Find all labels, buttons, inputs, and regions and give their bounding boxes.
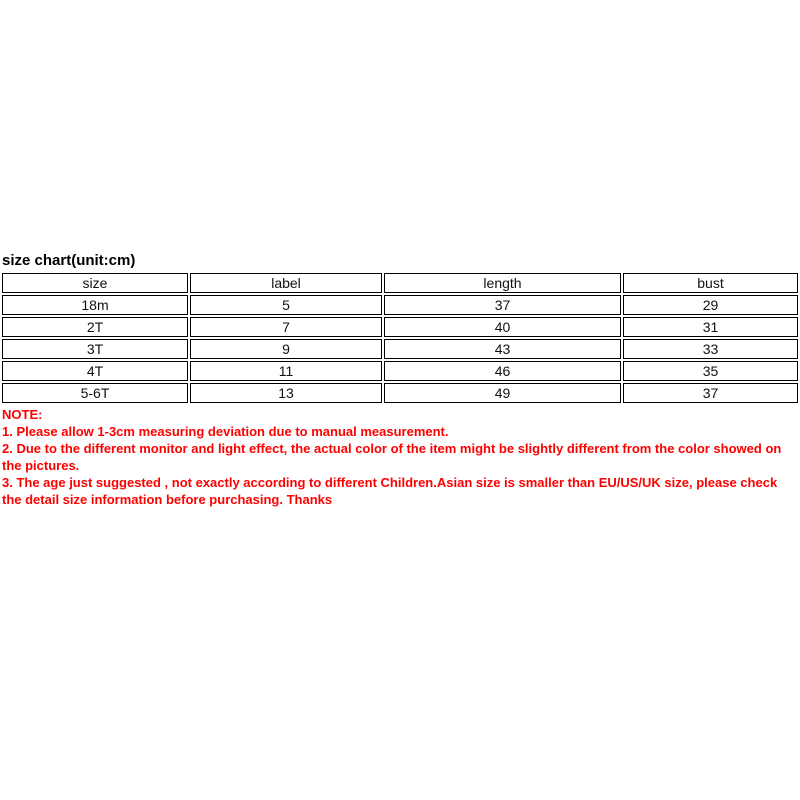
column-header-length: length <box>384 273 621 293</box>
table-row <box>2 295 798 315</box>
cell-label: 9 <box>190 339 382 359</box>
size-table <box>0 271 800 405</box>
cell-bust: 29 <box>623 295 798 315</box>
column-header-bust: bust <box>623 273 798 293</box>
column-header-size: size <box>2 273 188 293</box>
cell-length: 37 <box>384 295 621 315</box>
cell-label: 7 <box>190 317 382 337</box>
cell-size: 18m <box>2 295 188 315</box>
cell-label: 11 <box>190 361 382 381</box>
cell-label: 13 <box>190 383 382 403</box>
cell-size: 2T <box>2 317 188 337</box>
cell-label: 5 <box>190 295 382 315</box>
notes-section <box>0 406 800 508</box>
note-item: 1. Please allow 1-3cm measuring deviation due to manual measurement. <box>2 424 449 439</box>
cell-bust: 33 <box>623 339 798 359</box>
table-header-row <box>2 273 798 293</box>
cell-length: 43 <box>384 339 621 359</box>
notes-heading: NOTE: <box>2 407 43 422</box>
cell-bust: 37 <box>623 383 798 403</box>
size-chart-title: size chart(unit:cm) <box>2 252 136 269</box>
cell-size: 5-6T <box>2 383 188 403</box>
cell-size: 4T <box>2 361 188 381</box>
table-row <box>2 383 798 403</box>
table-row <box>2 339 798 359</box>
cell-length: 46 <box>384 361 621 381</box>
table-row <box>2 361 798 381</box>
size-chart-document <box>0 252 800 508</box>
column-header-label: label <box>190 273 382 293</box>
cell-size: 3T <box>2 339 188 359</box>
cell-length: 49 <box>384 383 621 403</box>
note-item: 3. The age just suggested , not exactly according to different Children.Asian size is smaller than EU/US/UK size, please check the detail size information before purchasing. Thanks <box>2 475 778 507</box>
cell-length: 40 <box>384 317 621 337</box>
cell-bust: 35 <box>623 361 798 381</box>
cell-bust: 31 <box>623 317 798 337</box>
note-item: 2. Due to the different monitor and light effect, the actual color of the item might be slightly different from the color showed on the pictures. <box>2 441 782 473</box>
table-row <box>2 317 798 337</box>
